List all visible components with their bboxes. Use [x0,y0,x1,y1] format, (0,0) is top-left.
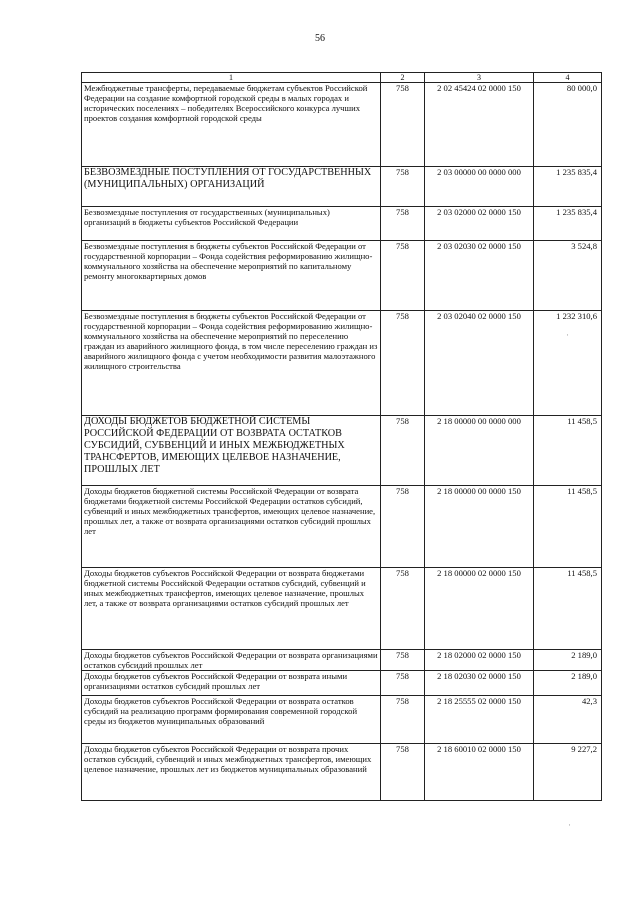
amount-cell: 11 458,5 [534,568,602,650]
table-row [82,671,602,696]
budget-class-code-cell: 2 03 02040 02 0000 150 [425,311,534,416]
budget-class-code-cell: 2 18 00000 02 0000 150 [425,568,534,650]
table-row [82,744,602,801]
amount-cell: 42,3 [534,696,602,744]
budget-class-code-cell: 2 18 00000 00 0000 150 [425,486,534,568]
revenue-table [81,72,602,801]
row-name-cell: Доходы бюджетов субъектов Российской Федерации от возврата прочих остатков субсидий, субвенций и иных межбюджетных трансфертов, имеющих целевое назначение, прошлых лет из бюджетов муниципальных образований [82,744,381,801]
table-header-row [82,73,602,83]
budget-class-code-cell: 2 18 60010 02 0000 150 [425,744,534,801]
table-row [82,650,602,671]
row-name-cell: Доходы бюджетов бюджетной системы Российской Федерации от возврата бюджетами бюджетной системы Российской Федерации остатков субсидий, субвенций и иных межбюджетных трансфертов, имеющих целевое назначение, прошлых лет, а также от возврата организациями остатков субсидий прошлых лет [82,486,381,568]
table-row [82,486,602,568]
amount-cell: 9 227,2 [534,744,602,801]
table-row [82,167,602,207]
row-name-cell: Доходы бюджетов субъектов Российской Федерации от возврата организациями остатков субсидий прошлых лет [82,650,381,671]
row-name-cell: Безвозмездные поступления от государственных (муниципальных) организаций в бюджеты субъектов Российской Федерации [82,207,381,241]
page-number: 56 [315,33,325,44]
admin-code-cell: 758 [381,568,425,650]
column-header: 2 [381,73,425,83]
admin-code-cell: 758 [381,671,425,696]
budget-class-code-cell: 2 18 00000 00 0000 000 [425,416,534,486]
admin-code-cell: 758 [381,311,425,416]
budget-class-code-cell: 2 03 02000 02 0000 150 [425,207,534,241]
column-header: 4 [534,73,602,83]
row-name-cell: БЕЗВОЗМЕЗДНЫЕ ПОСТУПЛЕНИЯ ОТ ГОСУДАРСТВЕННЫХ (МУНИЦИПАЛЬНЫХ) ОРГАНИЗАЦИЙ [82,167,381,207]
amount-cell: 80 000,0 [534,83,602,167]
table-row [82,311,602,416]
budget-class-code-cell: 2 03 00000 00 0000 000 [425,167,534,207]
table-row [82,696,602,744]
budget-class-code-cell: 2 03 02030 02 0000 150 [425,241,534,311]
amount-cell: 2 189,0 [534,671,602,696]
table-row [82,568,602,650]
amount-cell: 1 232 310,6 [534,311,602,416]
column-header: 3 [425,73,534,83]
table-row [82,207,602,241]
admin-code-cell: 758 [381,696,425,744]
budget-class-code-cell: 2 18 02030 02 0000 150 [425,671,534,696]
admin-code-cell: 758 [381,650,425,671]
admin-code-cell: 758 [381,744,425,801]
amount-cell: 11 458,5 [534,486,602,568]
row-name-cell: Безвозмездные поступления в бюджеты субъектов Российской Федерации от государственной корпорации – Фонда содействия реформированию жилищно-коммунального хозяйства на обеспечение мероприятий по капитальному ремонту многоквартирных домов [82,241,381,311]
table-row [82,83,602,167]
amount-cell: 1 235 835,4 [534,167,602,207]
row-name-cell: ДОХОДЫ БЮДЖЕТОВ БЮДЖЕТНОЙ СИСТЕМЫ РОССИЙСКОЙ ФЕДЕРАЦИИ ОТ ВОЗВРАТА ОСТАТКОВ СУБСИДИЙ, СУБВЕНЦИЙ И ИНЫХ МЕЖБЮДЖЕТНЫХ ТРАНСФЕРТОВ, ИМЕЮЩИХ ЦЕЛЕВОЕ НАЗНАЧЕНИЕ, ПРОШЛЫХ ЛЕТ [82,416,381,486]
amount-cell: 3 524,8 [534,241,602,311]
row-name-cell: Доходы бюджетов субъектов Российской Федерации от возврата иными организациями остатков субсидий прошлых лет [82,671,381,696]
admin-code-cell: 758 [381,416,425,486]
table-row [82,241,602,311]
admin-code-cell: 758 [381,241,425,311]
column-header: 1 [82,73,381,83]
admin-code-cell: 758 [381,486,425,568]
row-name-cell: Межбюджетные трансферты, передаваемые бюджетам субъектов Российской Федерации на создание комфортной городской среды в малых городах и исторических поселениях – победителях Всероссийского конкурса лучших проектов создания комфортной городской среды [82,83,381,167]
amount-cell: 1 235 835,4 [534,207,602,241]
scan-speck: · [566,330,569,340]
admin-code-cell: 758 [381,167,425,207]
table-row [82,416,602,486]
budget-class-code-cell: 2 18 25555 02 0000 150 [425,696,534,744]
row-name-cell: Доходы бюджетов субъектов Российской Федерации от возврата остатков субсидий на реализацию программ формирования современной городской среды из бюджетов муниципальных образований [82,696,381,744]
admin-code-cell: 758 [381,83,425,167]
scan-speck: · [568,820,571,830]
row-name-cell: Безвозмездные поступления в бюджеты субъектов Российской Федерации от государственной корпорации – Фонда содействия реформированию жилищно-коммунального хозяйства на обеспечение мероприятий по переселению граждан из аварийного жилищного фонда, в том числе переселению граждан из аварийного жилищного фонда с учетом необходимости развития малоэтажного жилищного строительства [82,311,381,416]
budget-class-code-cell: 2 02 45424 02 0000 150 [425,83,534,167]
amount-cell: 2 189,0 [534,650,602,671]
row-name-cell: Доходы бюджетов субъектов Российской Федерации от возврата бюджетами бюджетной системы Российской Федерации остатков субсидий, субвенций и иных межбюджетных трансфертов, имеющих целевое назначение, прошлых лет, а также от возврата организациями остатков субсидий прошлых лет [82,568,381,650]
amount-cell: 11 458,5 [534,416,602,486]
admin-code-cell: 758 [381,207,425,241]
budget-class-code-cell: 2 18 02000 02 0000 150 [425,650,534,671]
